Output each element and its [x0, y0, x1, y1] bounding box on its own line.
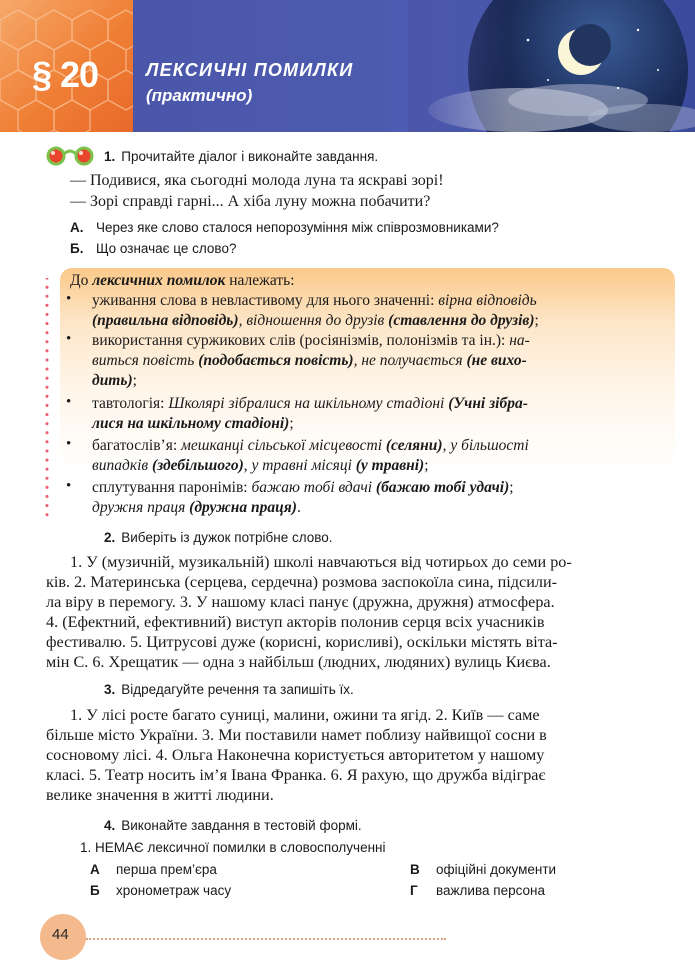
rule-item-1: уживання слова в невластивому для нього значенні: вірна відповідь: [92, 292, 537, 309]
binoculars-icon: [44, 144, 98, 166]
rule-item-3-cont: лися на шкільному стадіоні);: [92, 415, 294, 432]
page-number: 44: [52, 926, 69, 943]
task-3-heading: 3. Відредагуйте речення та запишіть їх.: [104, 682, 354, 697]
exercise-line: 1. У лісі росте багато суниці, малини, ожини та ягід. 2. Київ — саме: [70, 706, 540, 724]
test-question: 1. НЕМАЄ лексичної помилки в словосполученні: [80, 840, 386, 855]
bullet-icon: •: [66, 436, 72, 452]
lesson-subtitle: (практично): [146, 86, 253, 105]
rule-item-2: використання суржикових слів (росіянізмів, полонізмів та ін.): на-: [92, 332, 530, 349]
question-b: Б. Що означає це слово?: [70, 241, 237, 256]
moon-sky-image: [408, 0, 695, 132]
exercise-line: 1. У (музичній, музикальній) школі навчаються від чотирьох до семи ро-: [70, 553, 572, 571]
exercise-line: ків. 2. Материнська (серцева, сердечна) розмова заспокоїла сина, підсили-: [46, 573, 558, 591]
question-a: А. Через яке слово сталося непорозуміння між співрозмовниками?: [70, 220, 499, 235]
bullet-icon: •: [66, 331, 72, 347]
dialog-line: — Подивися, яка сьогодні молода луна та яскраві зорі!: [70, 172, 444, 189]
dotted-border: [44, 278, 50, 518]
dialog-line: — Зорі справді гарні... А хіба луну можна побачити?: [70, 193, 431, 210]
bullet-icon: •: [66, 291, 72, 307]
rule-item-4: багатослів’я: мешканці сільської місцевості (селяни), у більшості: [92, 437, 529, 454]
exercise-line: класі. 5. Театр носить ім’я Івана Франка. 6. Я рахую, що дружба відіграє: [46, 766, 546, 784]
bullet-icon: •: [66, 394, 72, 410]
rule-item-4-cont: випадків (здебільшого), у травні місяці (у травні);: [92, 457, 429, 474]
rule-item-2-cont: дить);: [92, 372, 137, 389]
chapter-header: [0, 0, 695, 132]
rule-item-5: сплутування паронімів: бажаю тобі вдачі (бажаю тобі удачі);: [92, 479, 514, 496]
section-number: § 20: [32, 54, 99, 95]
rule-intro: До лексичних помилок належать:: [70, 272, 295, 289]
exercise-line: ла віру в перемогу. 3. У нашому класі панує (дружна, дружня) атмосфера.: [46, 593, 555, 611]
test-option-d[interactable]: Г важлива персона: [410, 883, 545, 898]
exercise-line: велике значення в житті людини.: [46, 786, 274, 804]
exercise-line: 4. (Ефектний, ефективний) виступ акторів полонив серця всіх учасників: [46, 613, 545, 631]
test-option-a[interactable]: А перша прем’єра: [90, 862, 217, 877]
rule-item-1-cont: (правильна відповідь), відношення до друзів (ставлення до друзів);: [92, 312, 539, 329]
test-option-c[interactable]: В офіційні документи: [410, 862, 557, 877]
rule-item-2-cont: виться повість (подобається повість), не получається (не вихо-: [92, 352, 527, 369]
task-2-heading: 2. Виберіть із дужок потрібне слово.: [104, 530, 333, 545]
rule-item-5-cont: дружня праця (дружна праця).: [92, 499, 301, 516]
exercise-line: мін С. 6. Хрещатик — одна з найбільш (людних, людяних) вулиць Києва.: [46, 653, 551, 671]
rule-item-3: тавтологія: Школярі зібралися на шкільному стадіоні (Учні зібра-: [92, 395, 528, 412]
exercise-line: сосновому лісі. 4. Ольга Наконечна користується авторитетом у нашому: [46, 746, 545, 764]
exercise-line: більше місто України. 3. Ми поставили намет поблизу найвищої сосни в: [46, 726, 547, 744]
task-4-heading: 4. Виконайте завдання в тестовій формі.: [104, 818, 362, 833]
test-option-b[interactable]: Б хронометраж часу: [90, 883, 232, 898]
exercise-line: фестивалю. 5. Цитрусові дуже (корисні, корисливі), оскільки містять віта-: [46, 633, 558, 651]
lesson-title: ЛЕКСИЧНІ ПОМИЛКИ: [146, 60, 354, 80]
task-1-heading: 1. Прочитайте діалог і виконайте завдання.: [104, 149, 379, 164]
footer-divider: [86, 938, 446, 940]
bullet-icon: •: [66, 478, 72, 494]
